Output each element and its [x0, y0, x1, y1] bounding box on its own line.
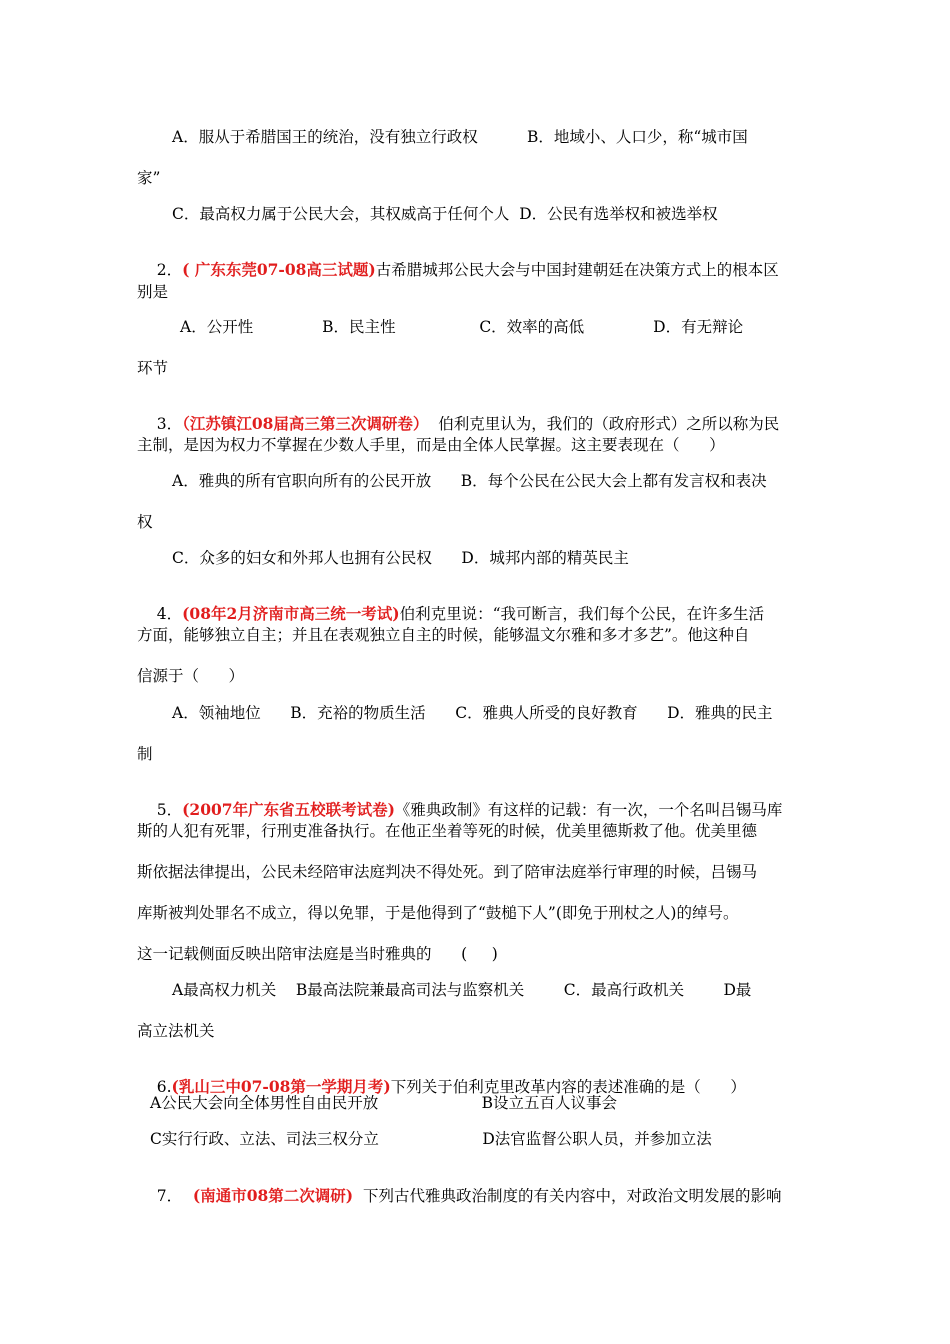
question-stem: 下列关于伯利克里改革内容的表述准确的是（ ） — [390, 1078, 746, 1096]
question-4-stem-wrap-2: 信源于（ ） — [137, 667, 245, 685]
question-source: (南通市08第二次调研) — [182, 1186, 354, 1205]
q5-option-d-wrap: 高立法机关 — [137, 1022, 215, 1040]
question-4-line — [137, 584, 765, 623]
q4-options: A．领袖地位 B．充裕的物质生活 C．雅典人所受的良好教育 D．雅典的民主 — [172, 704, 773, 722]
question-5-stem-wrap-3: 库斯被判处罪名不成立，得以免罪，于是他得到了“鼓槌下人”(即免于刑杖之人)的绰号。 — [137, 904, 739, 922]
q3-option-b-wrap: 权 — [137, 513, 153, 531]
q2-option-d-wrap: 环节 — [137, 359, 169, 377]
question-stem: 下列古代雅典政治制度的有关内容中，对政治文明发展的影响 — [353, 1187, 782, 1205]
question-stem: 《雅典政制》有这样的记载：有一次，一个名叫吕锡马库 — [394, 801, 783, 819]
question-number: 3． — [156, 415, 183, 433]
q2-options: A．公开性 B．民主性 C．效率的高低 D．有无辩论 — [180, 318, 744, 336]
q3-option-ab: A．雅典的所有官职向所有的公民开放 B．每个公民在公民大会上都有发言权和表决 — [172, 472, 767, 490]
question-5-line — [137, 780, 783, 819]
q6-option-ab: A公民大会向全体男性自由民开放 B设立五百人议事会 — [150, 1094, 618, 1112]
question-5-stem-wrap-1: 斯的人犯有死罪，行刑吏准备执行。在他正坐着等死的时候，优美里德斯救了他。优美里德 — [137, 822, 758, 840]
question-source: （江苏镇江08届高三第三次调研卷） — [182, 414, 429, 433]
question-number: 6. — [156, 1078, 172, 1096]
question-6-line — [137, 1057, 746, 1096]
q1-option-ab: A．服从于希腊国王的统治，没有独立行政权 B．地域小、人口少，称“城市国 — [172, 128, 748, 146]
q5-options: A最高权力机关 B最高法院兼最高司法与监察机关 C．最高行政机关 D最 — [172, 981, 752, 999]
q6-option-cd: C实行行政、立法、司法三权分立 D法官监督公职人员，并参加立法 — [150, 1130, 712, 1148]
question-2-line — [137, 240, 779, 279]
question-7-line — [137, 1166, 782, 1205]
question-number: 5． — [156, 801, 183, 819]
question-source: ( 广东东莞07-08高三试题) — [182, 260, 376, 279]
question-stem: 伯利克里说：“我可断言，我们每个公民，在许多生活 — [399, 605, 765, 623]
q4-option-d-wrap: 制 — [137, 745, 153, 763]
question-number: 7． — [156, 1187, 183, 1205]
question-4-stem-wrap-1: 方面，能够独立自主；并且在表观独立自主的时候，能够温文尔雅和多才多艺”。他这种自 — [137, 626, 750, 644]
q3-option-cd: C．众多的妇女和外邦人也拥有公民权 D．城邦内部的精英民主 — [172, 549, 629, 567]
question-5-stem-wrap-2: 斯依据法律提出，公民未经陪审法庭判决不得处死。到了陪审法庭举行审理的时候，吕锡马 — [137, 863, 758, 881]
q1-option-cd: C．最高权力属于公民大会，其权威高于任何个人 D．公民有选举权和被选举权 — [172, 205, 718, 223]
question-stem: 古希腊城邦公民大会与中国封建朝廷在决策方式上的根本区 — [375, 261, 779, 279]
q1-option-b-wrap: 家” — [137, 169, 161, 187]
question-2-stem-wrap: 别是 — [137, 283, 169, 301]
question-stem: 伯利克里认为，我们的（政府形式）之所以称为民 — [428, 415, 780, 433]
question-source: (2007年广东省五校联考试卷) — [182, 800, 395, 819]
question-5-stem-wrap-4: 这一记载侧面反映出陪审法庭是当时雅典的 ( ) — [137, 945, 498, 963]
question-number: 2． — [156, 261, 183, 279]
question-number: 4． — [156, 605, 183, 623]
question-3-line — [137, 394, 780, 433]
question-source: (乳山三中07-08第一学期月考) — [171, 1077, 391, 1096]
question-source: (08年2月济南市高三统一考试) — [182, 604, 400, 623]
question-3-stem-wrap: 主制，是因为权力不掌握在少数人手里，而是由全体人民掌握。这主要表现在（ ） — [137, 436, 725, 454]
